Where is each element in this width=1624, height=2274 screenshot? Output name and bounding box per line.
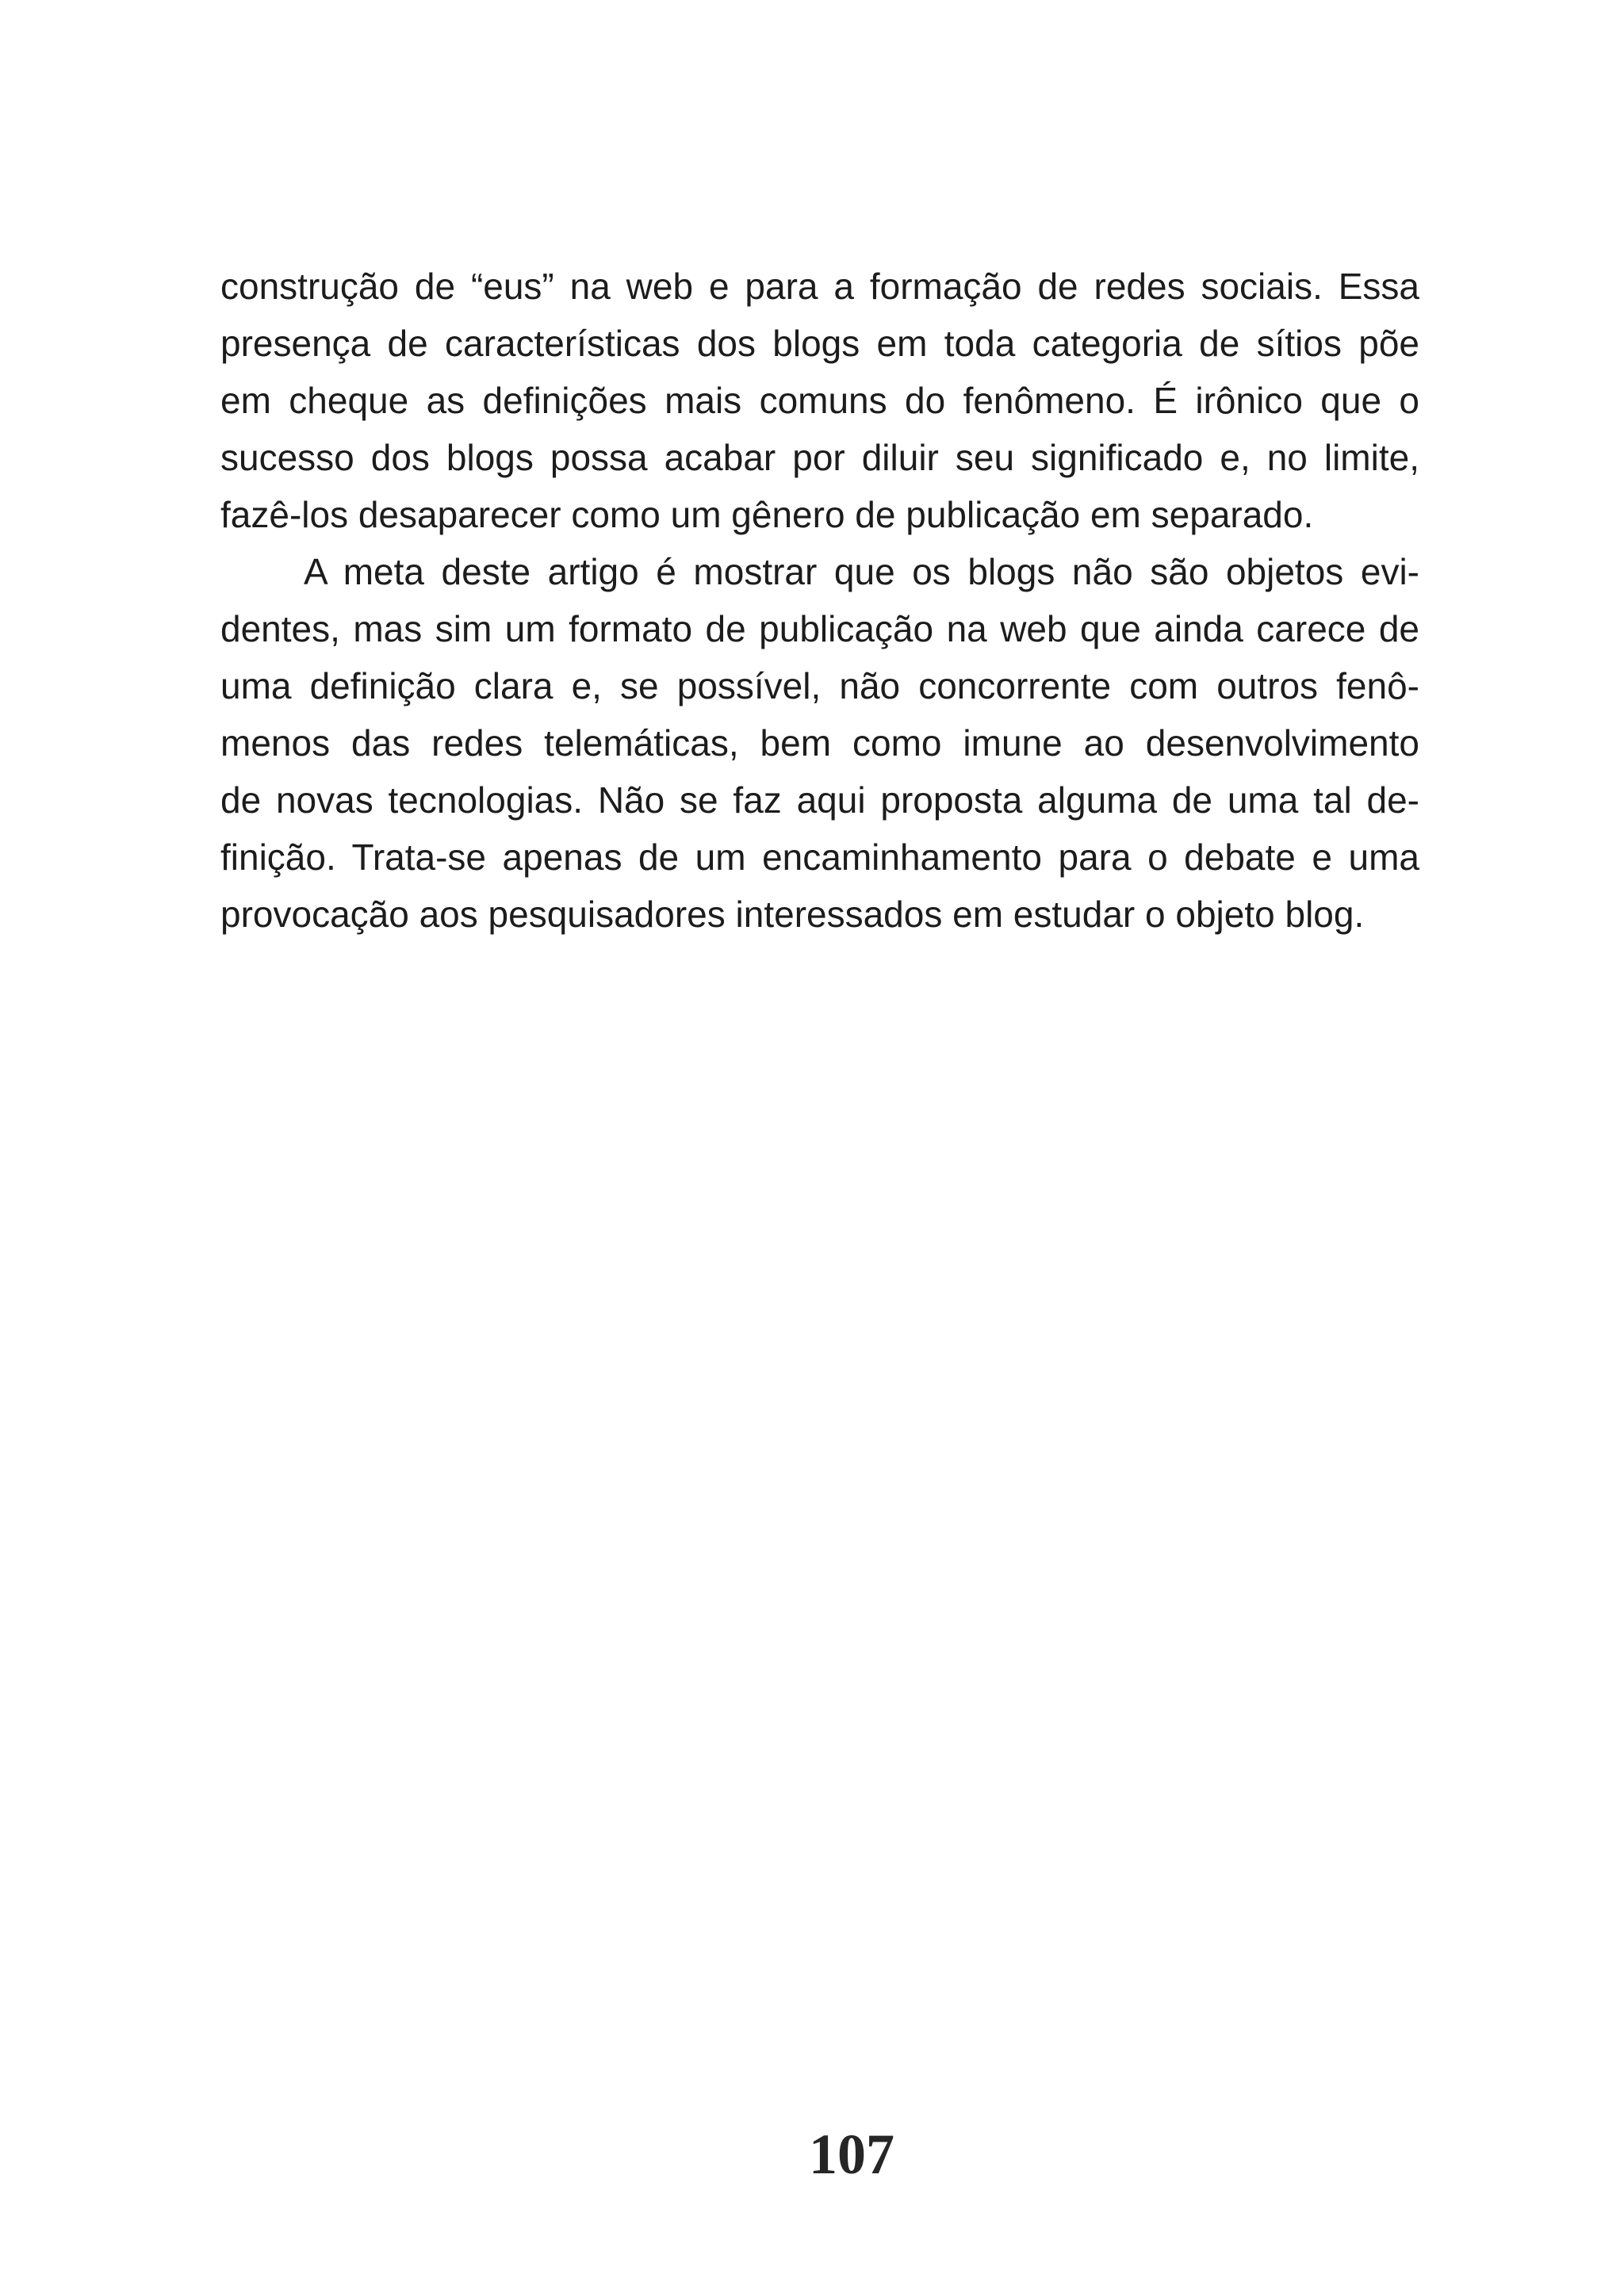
text-line: construção de “eus” na web e para a formação de redes sociais. Essa [220, 266, 1419, 307]
paragraph-2 [220, 543, 1419, 943]
text-line: provocação aos pesquisadores interessados em estudar o objeto blog. [220, 894, 1365, 935]
text-line: em cheque as definições mais comuns do fenômeno. É irônico que o [220, 380, 1419, 421]
page-number: 107 [809, 2123, 894, 2186]
text-line: A meta deste artigo é mostrar que os blogs não são objetos evi- [304, 551, 1419, 592]
text-line: sucesso dos blogs possa acabar por diluir seu significado e, no limite, [220, 437, 1419, 478]
body-text [220, 258, 1419, 943]
text-line: uma definição clara e, se possível, não concorrente com outros fenô- [220, 665, 1419, 706]
text-line: de novas tecnologias. Não se faz aqui proposta alguma de uma tal de- [220, 779, 1419, 821]
text-line: finição. Trata-se apenas de um encaminhamento para o debate e uma [220, 836, 1419, 878]
text-line: fazê-los desaparecer como um gênero de publicação em separado. [220, 494, 1314, 535]
text-line: menos das redes telemáticas, bem como imune ao desenvolvimento [220, 722, 1419, 764]
paragraph-1 [220, 258, 1419, 543]
text-line: dentes, mas sim um formato de publicação na web que ainda carece de [220, 608, 1419, 649]
text-line: presença de características dos blogs em toda categoria de sítios põe [220, 323, 1419, 364]
